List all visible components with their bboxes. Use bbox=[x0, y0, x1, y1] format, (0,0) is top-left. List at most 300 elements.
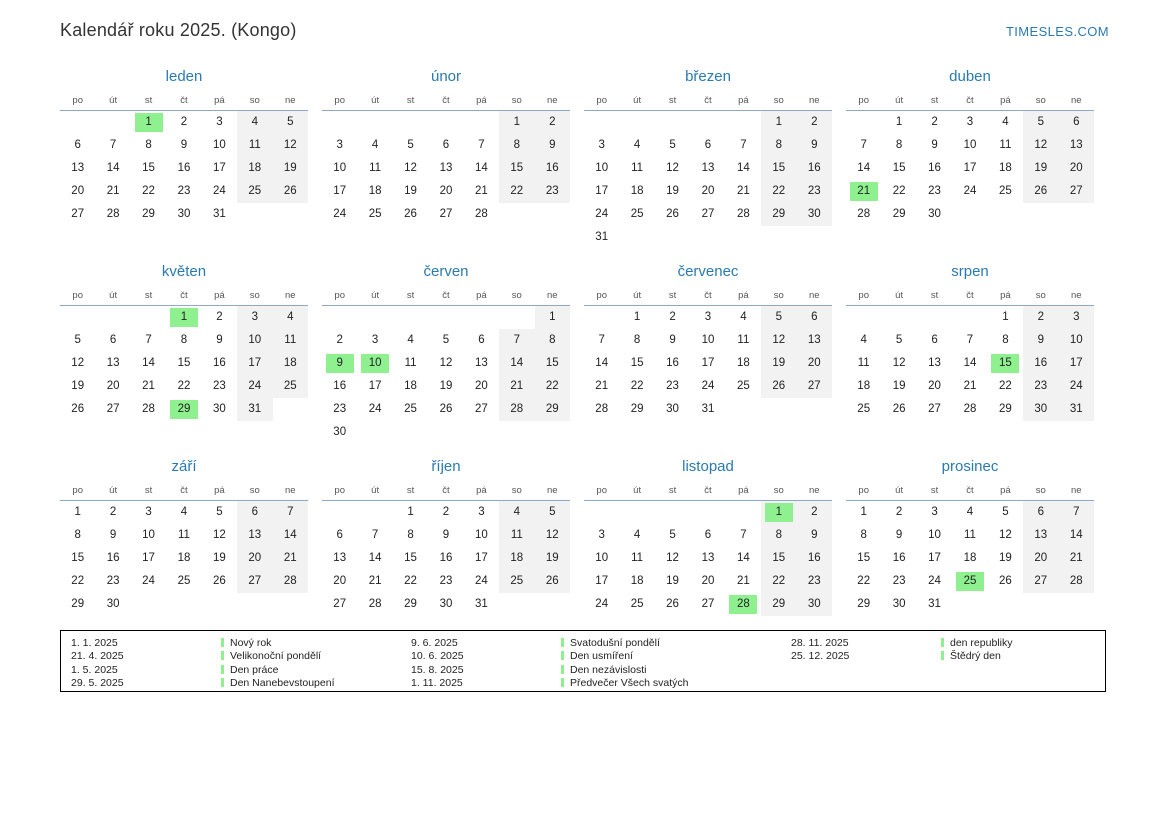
day-cell[interactable] bbox=[357, 547, 392, 570]
day-cell[interactable] bbox=[917, 329, 952, 352]
day-cell[interactable] bbox=[584, 352, 619, 375]
day-cell[interactable] bbox=[917, 352, 952, 375]
day-cell[interactable] bbox=[202, 547, 237, 570]
day-cell[interactable] bbox=[761, 203, 796, 226]
day-cell[interactable] bbox=[726, 180, 761, 203]
day-cell[interactable] bbox=[988, 398, 1023, 421]
day-cell[interactable] bbox=[952, 398, 987, 421]
day-cell[interactable] bbox=[846, 570, 881, 593]
day-cell[interactable] bbox=[166, 203, 201, 226]
day-cell[interactable] bbox=[535, 501, 570, 525]
day-cell[interactable] bbox=[726, 547, 761, 570]
day-cell[interactable] bbox=[797, 134, 832, 157]
day-cell[interactable] bbox=[761, 157, 796, 180]
day-cell[interactable] bbox=[881, 352, 916, 375]
day-cell[interactable] bbox=[273, 180, 308, 203]
day-cell[interactable] bbox=[690, 306, 725, 330]
day-cell[interactable] bbox=[464, 547, 499, 570]
day-cell[interactable] bbox=[273, 570, 308, 593]
day-cell[interactable] bbox=[60, 501, 95, 525]
day-cell[interactable] bbox=[952, 180, 987, 203]
day-cell[interactable] bbox=[881, 203, 916, 226]
day-cell[interactable] bbox=[202, 134, 237, 157]
day-cell[interactable] bbox=[393, 180, 428, 203]
day-cell[interactable] bbox=[917, 134, 952, 157]
day-cell[interactable] bbox=[95, 524, 130, 547]
day-cell[interactable] bbox=[322, 375, 357, 398]
day-cell-holiday[interactable] bbox=[952, 570, 987, 593]
day-cell[interactable] bbox=[60, 134, 95, 157]
day-cell[interactable] bbox=[584, 375, 619, 398]
day-cell[interactable] bbox=[846, 524, 881, 547]
day-cell[interactable] bbox=[881, 329, 916, 352]
day-cell[interactable] bbox=[881, 593, 916, 616]
day-cell[interactable] bbox=[655, 547, 690, 570]
day-cell[interactable] bbox=[60, 329, 95, 352]
day-cell[interactable] bbox=[166, 501, 201, 525]
day-cell[interactable] bbox=[881, 134, 916, 157]
day-cell[interactable] bbox=[797, 547, 832, 570]
day-cell[interactable] bbox=[584, 570, 619, 593]
day-cell[interactable] bbox=[1059, 524, 1094, 547]
day-cell[interactable] bbox=[655, 352, 690, 375]
day-cell[interactable] bbox=[202, 329, 237, 352]
day-cell[interactable] bbox=[393, 157, 428, 180]
day-cell[interactable] bbox=[237, 398, 272, 421]
day-cell[interactable] bbox=[619, 593, 654, 616]
day-cell[interactable] bbox=[237, 111, 272, 135]
day-cell[interactable] bbox=[655, 157, 690, 180]
day-cell[interactable] bbox=[881, 375, 916, 398]
day-cell[interactable] bbox=[166, 570, 201, 593]
day-cell[interactable] bbox=[584, 180, 619, 203]
day-cell[interactable] bbox=[273, 501, 308, 525]
day-cell[interactable] bbox=[761, 306, 796, 330]
day-cell[interactable] bbox=[393, 352, 428, 375]
day-cell[interactable] bbox=[237, 570, 272, 593]
day-cell[interactable] bbox=[952, 524, 987, 547]
day-cell[interactable] bbox=[202, 352, 237, 375]
day-cell[interactable] bbox=[584, 524, 619, 547]
day-cell[interactable] bbox=[131, 180, 166, 203]
day-cell[interactable] bbox=[917, 501, 952, 525]
day-cell[interactable] bbox=[846, 547, 881, 570]
day-cell[interactable] bbox=[95, 352, 130, 375]
day-cell[interactable] bbox=[131, 329, 166, 352]
day-cell[interactable] bbox=[393, 593, 428, 616]
day-cell[interactable] bbox=[273, 524, 308, 547]
day-cell[interactable] bbox=[499, 157, 534, 180]
day-cell[interactable] bbox=[357, 524, 392, 547]
day-cell[interactable] bbox=[131, 203, 166, 226]
day-cell[interactable] bbox=[95, 134, 130, 157]
day-cell[interactable] bbox=[322, 134, 357, 157]
day-cell[interactable] bbox=[535, 398, 570, 421]
day-cell[interactable] bbox=[60, 398, 95, 421]
day-cell[interactable] bbox=[619, 180, 654, 203]
day-cell[interactable] bbox=[881, 157, 916, 180]
day-cell[interactable] bbox=[690, 157, 725, 180]
day-cell[interactable] bbox=[393, 398, 428, 421]
day-cell[interactable] bbox=[726, 134, 761, 157]
day-cell[interactable] bbox=[535, 524, 570, 547]
day-cell[interactable] bbox=[619, 352, 654, 375]
day-cell[interactable] bbox=[988, 180, 1023, 203]
day-cell-holiday[interactable] bbox=[166, 306, 201, 330]
day-cell[interactable] bbox=[393, 203, 428, 226]
day-cell[interactable] bbox=[846, 593, 881, 616]
day-cell-holiday[interactable] bbox=[357, 352, 392, 375]
day-cell[interactable] bbox=[584, 593, 619, 616]
day-cell[interactable] bbox=[393, 570, 428, 593]
day-cell[interactable] bbox=[131, 352, 166, 375]
day-cell[interactable] bbox=[726, 203, 761, 226]
day-cell[interactable] bbox=[428, 524, 463, 547]
day-cell[interactable] bbox=[166, 375, 201, 398]
day-cell[interactable] bbox=[464, 134, 499, 157]
day-cell[interactable] bbox=[273, 111, 308, 135]
day-cell[interactable] bbox=[535, 547, 570, 570]
day-cell[interactable] bbox=[690, 180, 725, 203]
day-cell[interactable] bbox=[761, 352, 796, 375]
day-cell[interactable] bbox=[726, 329, 761, 352]
day-cell[interactable] bbox=[273, 306, 308, 330]
day-cell[interactable] bbox=[322, 398, 357, 421]
day-cell-holiday[interactable] bbox=[761, 501, 796, 525]
day-cell-holiday[interactable] bbox=[726, 593, 761, 616]
day-cell[interactable] bbox=[619, 524, 654, 547]
day-cell[interactable] bbox=[237, 501, 272, 525]
day-cell[interactable] bbox=[357, 180, 392, 203]
day-cell[interactable] bbox=[1023, 570, 1058, 593]
day-cell[interactable] bbox=[797, 375, 832, 398]
day-cell[interactable] bbox=[95, 329, 130, 352]
day-cell[interactable] bbox=[846, 398, 881, 421]
day-cell[interactable] bbox=[1059, 398, 1094, 421]
day-cell[interactable] bbox=[535, 157, 570, 180]
day-cell[interactable] bbox=[690, 398, 725, 421]
day-cell[interactable] bbox=[797, 180, 832, 203]
day-cell[interactable] bbox=[619, 398, 654, 421]
day-cell[interactable] bbox=[881, 501, 916, 525]
day-cell[interactable] bbox=[690, 570, 725, 593]
day-cell[interactable] bbox=[95, 593, 130, 616]
day-cell-holiday[interactable] bbox=[166, 398, 201, 421]
day-cell[interactable] bbox=[499, 547, 534, 570]
day-cell[interactable] bbox=[619, 134, 654, 157]
day-cell[interactable] bbox=[166, 524, 201, 547]
day-cell[interactable] bbox=[1023, 134, 1058, 157]
day-cell[interactable] bbox=[428, 134, 463, 157]
day-cell[interactable] bbox=[952, 111, 987, 135]
day-cell[interactable] bbox=[797, 501, 832, 525]
day-cell[interactable] bbox=[726, 375, 761, 398]
day-cell[interactable] bbox=[535, 570, 570, 593]
day-cell[interactable] bbox=[499, 329, 534, 352]
day-cell[interactable] bbox=[690, 524, 725, 547]
day-cell[interactable] bbox=[726, 570, 761, 593]
day-cell[interactable] bbox=[1059, 111, 1094, 135]
day-cell[interactable] bbox=[881, 570, 916, 593]
day-cell[interactable] bbox=[761, 547, 796, 570]
day-cell[interactable] bbox=[917, 375, 952, 398]
day-cell[interactable] bbox=[690, 203, 725, 226]
day-cell[interactable] bbox=[797, 524, 832, 547]
day-cell[interactable] bbox=[1023, 306, 1058, 330]
day-cell[interactable] bbox=[726, 352, 761, 375]
day-cell[interactable] bbox=[881, 111, 916, 135]
day-cell[interactable] bbox=[584, 226, 619, 249]
day-cell[interactable] bbox=[95, 501, 130, 525]
day-cell[interactable] bbox=[584, 547, 619, 570]
day-cell[interactable] bbox=[988, 570, 1023, 593]
day-cell[interactable] bbox=[428, 570, 463, 593]
day-cell[interactable] bbox=[237, 352, 272, 375]
day-cell[interactable] bbox=[1023, 398, 1058, 421]
day-cell[interactable] bbox=[95, 180, 130, 203]
day-cell[interactable] bbox=[202, 375, 237, 398]
day-cell[interactable] bbox=[761, 593, 796, 616]
day-cell[interactable] bbox=[655, 203, 690, 226]
site-link[interactable]: TIMESLES.COM bbox=[1005, 24, 1109, 39]
day-cell[interactable] bbox=[428, 398, 463, 421]
day-cell[interactable] bbox=[95, 570, 130, 593]
day-cell[interactable] bbox=[273, 157, 308, 180]
day-cell[interactable] bbox=[1023, 352, 1058, 375]
day-cell[interactable] bbox=[797, 157, 832, 180]
day-cell[interactable] bbox=[428, 157, 463, 180]
day-cell[interactable] bbox=[60, 203, 95, 226]
day-cell[interactable] bbox=[535, 111, 570, 135]
day-cell[interactable] bbox=[202, 501, 237, 525]
day-cell[interactable] bbox=[917, 203, 952, 226]
day-cell[interactable] bbox=[1023, 375, 1058, 398]
day-cell[interactable] bbox=[237, 547, 272, 570]
day-cell[interactable] bbox=[761, 134, 796, 157]
day-cell[interactable] bbox=[797, 329, 832, 352]
day-cell[interactable] bbox=[60, 547, 95, 570]
day-cell[interactable] bbox=[846, 501, 881, 525]
day-cell[interactable] bbox=[619, 570, 654, 593]
day-cell[interactable] bbox=[464, 203, 499, 226]
day-cell[interactable] bbox=[202, 570, 237, 593]
day-cell[interactable] bbox=[655, 180, 690, 203]
day-cell[interactable] bbox=[952, 157, 987, 180]
day-cell[interactable] bbox=[1023, 180, 1058, 203]
day-cell[interactable] bbox=[499, 375, 534, 398]
day-cell[interactable] bbox=[535, 375, 570, 398]
day-cell[interactable] bbox=[535, 352, 570, 375]
day-cell[interactable] bbox=[499, 180, 534, 203]
day-cell[interactable] bbox=[988, 111, 1023, 135]
day-cell[interactable] bbox=[761, 375, 796, 398]
day-cell[interactable] bbox=[357, 398, 392, 421]
day-cell[interactable] bbox=[797, 111, 832, 135]
day-cell[interactable] bbox=[393, 524, 428, 547]
day-cell[interactable] bbox=[95, 547, 130, 570]
day-cell[interactable] bbox=[131, 501, 166, 525]
day-cell[interactable] bbox=[464, 329, 499, 352]
day-cell[interactable] bbox=[797, 570, 832, 593]
day-cell[interactable] bbox=[584, 134, 619, 157]
day-cell[interactable] bbox=[60, 593, 95, 616]
day-cell[interactable] bbox=[166, 134, 201, 157]
day-cell[interactable] bbox=[499, 352, 534, 375]
day-cell[interactable] bbox=[988, 524, 1023, 547]
day-cell[interactable] bbox=[690, 375, 725, 398]
day-cell[interactable] bbox=[797, 203, 832, 226]
day-cell[interactable] bbox=[655, 375, 690, 398]
day-cell[interactable] bbox=[357, 375, 392, 398]
day-cell[interactable] bbox=[655, 570, 690, 593]
day-cell[interactable] bbox=[357, 157, 392, 180]
day-cell[interactable] bbox=[322, 157, 357, 180]
day-cell[interactable] bbox=[499, 570, 534, 593]
day-cell[interactable] bbox=[499, 524, 534, 547]
day-cell[interactable] bbox=[584, 398, 619, 421]
day-cell[interactable] bbox=[202, 306, 237, 330]
day-cell[interactable] bbox=[881, 180, 916, 203]
day-cell[interactable] bbox=[988, 375, 1023, 398]
day-cell[interactable] bbox=[988, 501, 1023, 525]
day-cell[interactable] bbox=[619, 375, 654, 398]
day-cell[interactable] bbox=[1059, 329, 1094, 352]
day-cell[interactable] bbox=[584, 157, 619, 180]
day-cell[interactable] bbox=[202, 157, 237, 180]
day-cell[interactable] bbox=[499, 501, 534, 525]
day-cell-holiday[interactable] bbox=[988, 352, 1023, 375]
day-cell[interactable] bbox=[357, 593, 392, 616]
day-cell[interactable] bbox=[428, 501, 463, 525]
day-cell[interactable] bbox=[1023, 501, 1058, 525]
day-cell-holiday[interactable] bbox=[322, 352, 357, 375]
day-cell[interactable] bbox=[464, 524, 499, 547]
day-cell[interactable] bbox=[917, 570, 952, 593]
day-cell[interactable] bbox=[917, 157, 952, 180]
day-cell[interactable] bbox=[166, 352, 201, 375]
day-cell[interactable] bbox=[60, 570, 95, 593]
day-cell[interactable] bbox=[322, 593, 357, 616]
day-cell[interactable] bbox=[393, 329, 428, 352]
day-cell[interactable] bbox=[917, 180, 952, 203]
day-cell[interactable] bbox=[464, 593, 499, 616]
day-cell[interactable] bbox=[952, 352, 987, 375]
day-cell[interactable] bbox=[655, 593, 690, 616]
day-cell[interactable] bbox=[464, 375, 499, 398]
day-cell[interactable] bbox=[464, 352, 499, 375]
day-cell[interactable] bbox=[846, 352, 881, 375]
day-cell[interactable] bbox=[1059, 547, 1094, 570]
day-cell[interactable] bbox=[1059, 352, 1094, 375]
day-cell[interactable] bbox=[726, 524, 761, 547]
day-cell[interactable] bbox=[60, 524, 95, 547]
day-cell[interactable] bbox=[428, 547, 463, 570]
day-cell[interactable] bbox=[393, 547, 428, 570]
day-cell[interactable] bbox=[655, 134, 690, 157]
day-cell[interactable] bbox=[273, 547, 308, 570]
day-cell[interactable] bbox=[761, 329, 796, 352]
day-cell[interactable] bbox=[988, 547, 1023, 570]
day-cell[interactable] bbox=[988, 157, 1023, 180]
day-cell[interactable] bbox=[917, 111, 952, 135]
day-cell[interactable] bbox=[202, 180, 237, 203]
day-cell[interactable] bbox=[846, 329, 881, 352]
day-cell[interactable] bbox=[917, 524, 952, 547]
day-cell[interactable] bbox=[1059, 134, 1094, 157]
day-cell[interactable] bbox=[237, 375, 272, 398]
day-cell[interactable] bbox=[619, 157, 654, 180]
day-cell[interactable] bbox=[237, 180, 272, 203]
day-cell[interactable] bbox=[1059, 501, 1094, 525]
day-cell[interactable] bbox=[131, 398, 166, 421]
day-cell-holiday[interactable] bbox=[846, 180, 881, 203]
day-cell[interactable] bbox=[797, 352, 832, 375]
day-cell[interactable] bbox=[95, 203, 130, 226]
day-cell[interactable] bbox=[273, 375, 308, 398]
day-cell[interactable] bbox=[357, 570, 392, 593]
day-cell-holiday[interactable] bbox=[131, 111, 166, 135]
day-cell[interactable] bbox=[60, 180, 95, 203]
day-cell[interactable] bbox=[846, 134, 881, 157]
day-cell[interactable] bbox=[1059, 375, 1094, 398]
day-cell[interactable] bbox=[761, 524, 796, 547]
day-cell[interactable] bbox=[917, 398, 952, 421]
day-cell[interactable] bbox=[166, 329, 201, 352]
day-cell[interactable] bbox=[1023, 329, 1058, 352]
day-cell[interactable] bbox=[464, 501, 499, 525]
day-cell[interactable] bbox=[60, 352, 95, 375]
day-cell[interactable] bbox=[690, 593, 725, 616]
day-cell[interactable] bbox=[273, 134, 308, 157]
day-cell[interactable] bbox=[584, 329, 619, 352]
day-cell[interactable] bbox=[988, 134, 1023, 157]
day-cell[interactable] bbox=[273, 352, 308, 375]
day-cell[interactable] bbox=[952, 501, 987, 525]
day-cell[interactable] bbox=[273, 329, 308, 352]
day-cell[interactable] bbox=[1059, 570, 1094, 593]
day-cell[interactable] bbox=[1023, 157, 1058, 180]
day-cell[interactable] bbox=[881, 547, 916, 570]
day-cell[interactable] bbox=[952, 375, 987, 398]
day-cell[interactable] bbox=[846, 203, 881, 226]
day-cell[interactable] bbox=[619, 306, 654, 330]
day-cell[interactable] bbox=[237, 306, 272, 330]
day-cell[interactable] bbox=[202, 203, 237, 226]
day-cell[interactable] bbox=[237, 157, 272, 180]
day-cell[interactable] bbox=[846, 375, 881, 398]
day-cell[interactable] bbox=[726, 157, 761, 180]
day-cell[interactable] bbox=[428, 375, 463, 398]
day-cell[interactable] bbox=[357, 134, 392, 157]
day-cell[interactable] bbox=[95, 157, 130, 180]
day-cell[interactable] bbox=[1059, 157, 1094, 180]
day-cell[interactable] bbox=[131, 375, 166, 398]
day-cell[interactable] bbox=[1023, 524, 1058, 547]
day-cell[interactable] bbox=[499, 111, 534, 135]
day-cell[interactable] bbox=[166, 111, 201, 135]
day-cell[interactable] bbox=[952, 329, 987, 352]
day-cell[interactable] bbox=[322, 203, 357, 226]
day-cell[interactable] bbox=[322, 421, 357, 444]
day-cell[interactable] bbox=[690, 134, 725, 157]
day-cell[interactable] bbox=[952, 547, 987, 570]
day-cell[interactable] bbox=[584, 203, 619, 226]
day-cell[interactable] bbox=[499, 398, 534, 421]
day-cell[interactable] bbox=[131, 570, 166, 593]
day-cell[interactable] bbox=[464, 398, 499, 421]
day-cell[interactable] bbox=[917, 547, 952, 570]
day-cell[interactable] bbox=[322, 180, 357, 203]
